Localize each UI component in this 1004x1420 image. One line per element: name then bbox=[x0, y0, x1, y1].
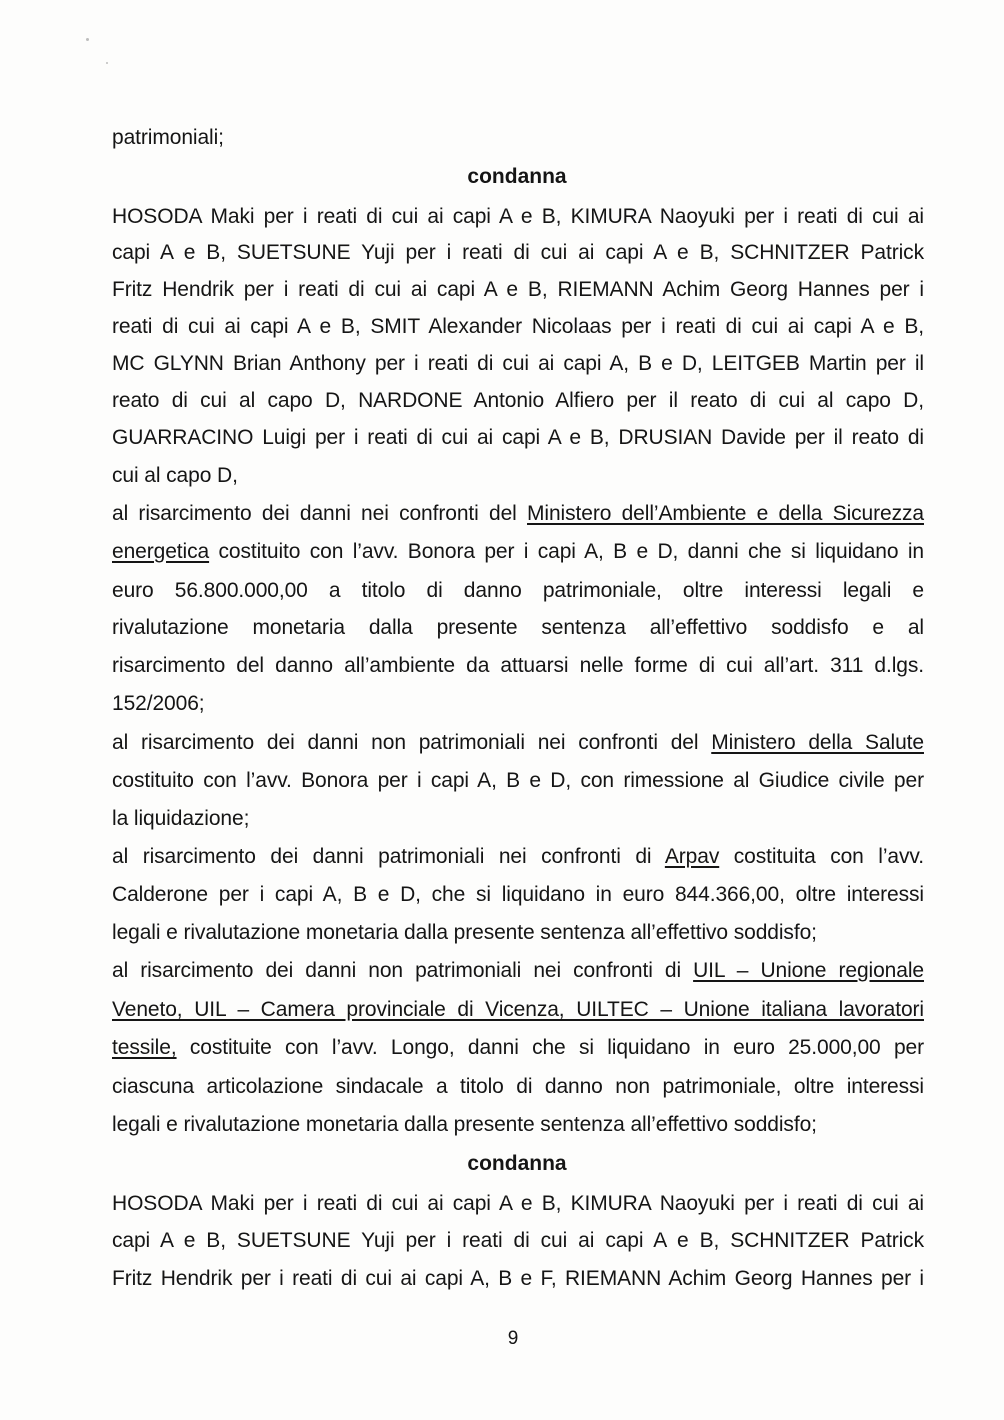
paragraph-line: HOSODA Maki per i reati di cui ai capi A e B, KIMURA Naoyuki per i reati di cui ai bbox=[112, 1192, 924, 1215]
paragraph-line: rivalutazione monetaria dalla presente sentenza all’effettivo soddisfo e al bbox=[112, 616, 924, 639]
page-number: 9 bbox=[507, 1328, 519, 1349]
party-name-underlined: energetica bbox=[112, 540, 210, 563]
text-span: costituita con l’avv. bbox=[719, 845, 924, 868]
paragraph-line: capi A e B, SUETSUNE Yuji per i reati di cui ai capi A e B, SCHNITZER Patrick bbox=[112, 1229, 924, 1252]
arpav-line bbox=[112, 843, 924, 871]
paragraph-line: ciascuna articolazione sindacale a titolo di danno non patrimoniale, oltre interessi bbox=[112, 1075, 924, 1098]
party-name-underlined: Veneto, UIL – Camera provinciale di Vicenza, UILTEC – Unione italiana lavoratori bbox=[112, 998, 924, 1021]
heading-condanna-2: condanna bbox=[467, 1152, 567, 1175]
paragraph-line: legali e rivalutazione monetaria dalla presente sentenza all’effettivo soddisfo; bbox=[112, 921, 817, 944]
paragraph-line: cui al capo D, bbox=[112, 464, 238, 487]
party-name-underlined: Ministero dell’Ambiente e della Sicurezza bbox=[527, 502, 924, 525]
paragraph-line: la liquidazione; bbox=[112, 807, 250, 830]
uil-line bbox=[112, 1034, 924, 1062]
paragraph-line: reato di cui al capo D, NARDONE Antonio Alfiero per il reato di cui al capo D, bbox=[112, 389, 924, 412]
scan-speck bbox=[106, 62, 108, 64]
party-name-underlined: tessile, bbox=[112, 1036, 177, 1059]
text-span: al risarcimento dei danni non patrimoniali nei confronti del bbox=[112, 731, 712, 754]
party-name-underlined: UIL – Unione regionale bbox=[693, 959, 924, 982]
uil-line bbox=[112, 996, 924, 1024]
paragraph-line: 152/2006; bbox=[112, 692, 205, 715]
paragraph-line: capi A e B, SUETSUNE Yuji per i reati di cui ai capi A e B, SCHNITZER Patrick bbox=[112, 241, 924, 264]
uil-line bbox=[112, 957, 924, 985]
paragraph-line: costituito con l’avv. Bonora per i capi A, B e D, con rimessione al Giudice civile per bbox=[112, 769, 924, 792]
paragraph-line: legali e rivalutazione monetaria dalla presente sentenza all’effettivo soddisfo; bbox=[112, 1113, 817, 1136]
paragraph-line: reati di cui ai capi A e B, SMIT Alexander Nicolaas per i reati di cui ai capi A e B, bbox=[112, 315, 924, 338]
ministero-salute-line bbox=[112, 729, 924, 757]
paragraph-line: euro 56.800.000,00 a titolo di danno patrimoniale, oltre interessi legali e bbox=[112, 579, 924, 602]
text-span: al risarcimento dei danni nei confronti del bbox=[112, 502, 528, 525]
paragraph-line: HOSODA Maki per i reati di cui ai capi A e B, KIMURA Naoyuki per i reati di cui ai bbox=[112, 205, 924, 228]
paragraph-line: Fritz Hendrik per i reati di cui ai capi A, B e F, RIEMANN Achim Georg Hannes per i bbox=[112, 1267, 924, 1290]
scan-speck bbox=[86, 38, 89, 41]
text-span: costituito con l’avv. Bonora per i capi A, B e D, danni che si liquidano in bbox=[209, 540, 924, 563]
heading-condanna-1: condanna bbox=[467, 165, 567, 188]
party-name-underlined: Arpav bbox=[664, 845, 720, 868]
party-name-underlined: Ministero della Salute bbox=[711, 731, 924, 754]
text-span: al risarcimento dei danni non patrimoniali nei confronti di bbox=[112, 959, 694, 982]
lead-text: patrimoniali; bbox=[112, 126, 224, 149]
ministero-ambiente-line bbox=[112, 500, 924, 528]
paragraph-line: Calderone per i capi A, B e D, che si liquidano in euro 844.366,00, oltre interessi bbox=[112, 883, 924, 906]
paragraph-line: GUARRACINO Luigi per i reati di cui ai capi A e B, DRUSIAN Davide per il reato di bbox=[112, 426, 924, 449]
text-span: al risarcimento dei danni patrimoniali nei confronti di bbox=[112, 845, 665, 868]
paragraph-line: risarcimento del danno all’ambiente da attuarsi nelle forme di cui all’art. 311 d.lgs. bbox=[112, 654, 924, 677]
paragraph-line: MC GLYNN Brian Anthony per i reati di cui ai capi A, B e D, LEITGEB Martin per il bbox=[112, 352, 924, 375]
paragraph-line: Fritz Hendrik per i reati di cui ai capi A e B, RIEMANN Achim Georg Hannes per i bbox=[112, 278, 924, 301]
text-span: costituite con l’avv. Longo, danni che si liquidano in euro 25.000,00 per bbox=[176, 1036, 924, 1059]
ministero-ambiente-line bbox=[112, 538, 924, 566]
